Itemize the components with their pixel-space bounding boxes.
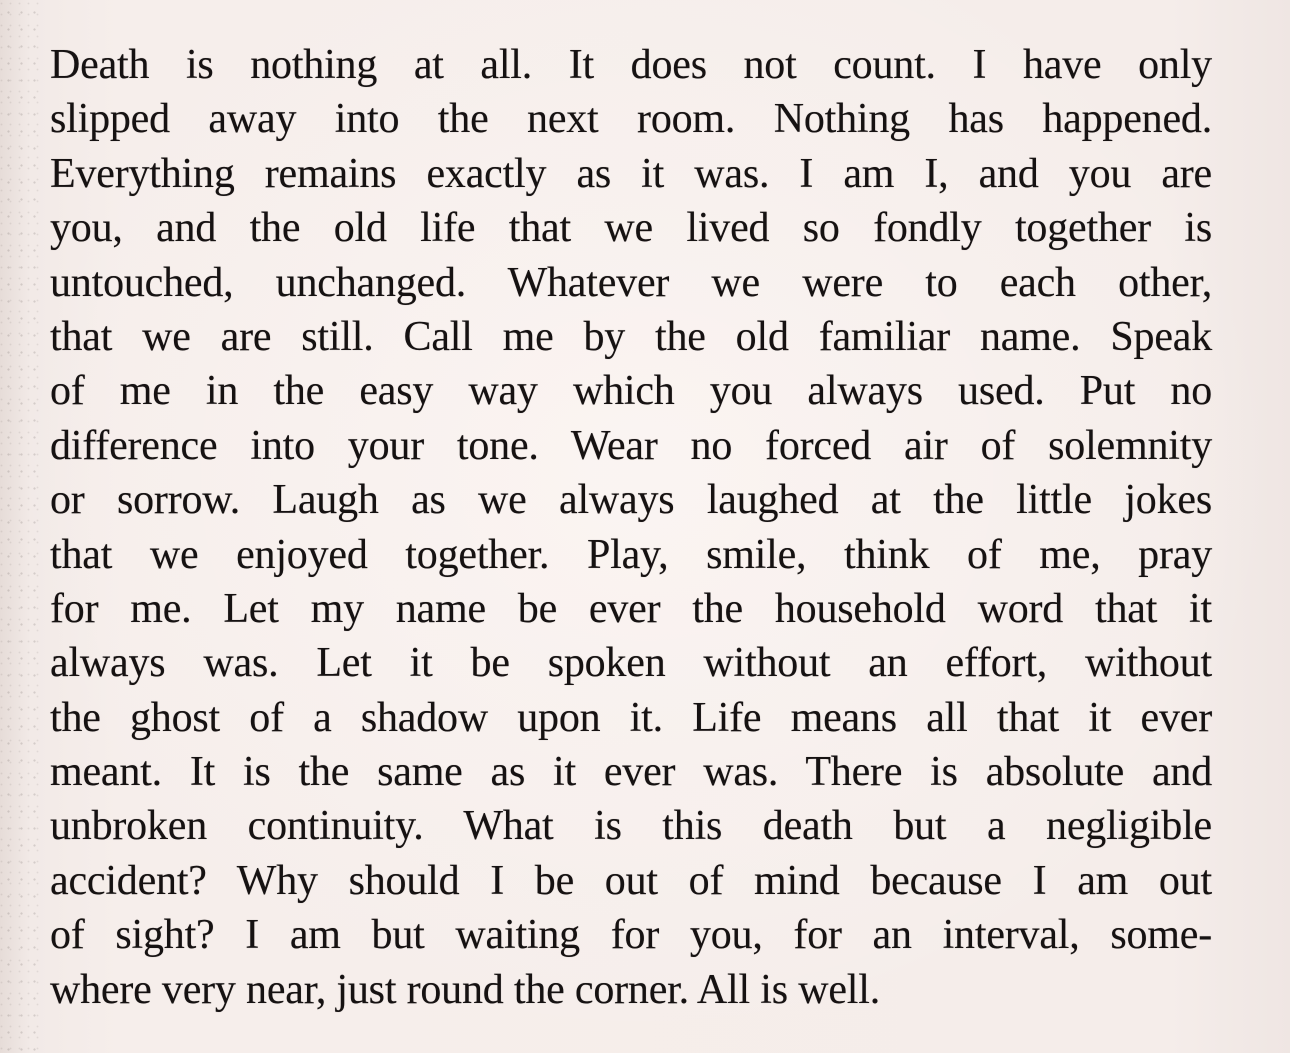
- text-line: Everything remains exactly as it was. I am I, and you are: [50, 150, 1212, 197]
- text-line: accident? Why should I be out of mind because I am out: [50, 857, 1212, 904]
- text-line: unbroken continuity. What is this death but a negligible: [50, 803, 1212, 850]
- text-line: for me. Let my name be ever the household word that it: [50, 585, 1212, 632]
- passage-text: [50, 38, 1212, 1017]
- text-line: where very near, just round the corner. All is well.: [50, 966, 881, 1013]
- text-line: you, and the old life that we lived so fondly together is: [50, 205, 1212, 252]
- text-line: or sorrow. Laugh as we always laughed at the little jokes: [50, 477, 1212, 524]
- text-line: meant. It is the same as it ever was. There is absolute and: [50, 749, 1212, 796]
- text-line: Death is nothing at all. It does not count. I have only: [50, 42, 1212, 88]
- text-line: untouched, unchanged. Whatever we were to each other,: [50, 259, 1212, 306]
- text-line: that we are still. Call me by the old familiar name. Speak: [50, 313, 1212, 360]
- text-line: that we enjoyed together. Play, smile, think of me, pray: [50, 531, 1212, 578]
- text-line: always was. Let it be spoken without an effort, without: [50, 640, 1212, 687]
- text-line: difference into your tone. Wear no forced air of solemnity: [50, 422, 1212, 469]
- text-line: slipped away into the next room. Nothing has happened.: [50, 96, 1212, 143]
- text-line: of sight? I am but waiting for you, for an interval, some-: [50, 912, 1212, 959]
- page-edge-texture: [0, 0, 40, 1053]
- text-line: the ghost of a shadow upon it. Life means all that it ever: [50, 694, 1212, 741]
- text-line: of me in the easy way which you always used. Put no: [50, 368, 1212, 415]
